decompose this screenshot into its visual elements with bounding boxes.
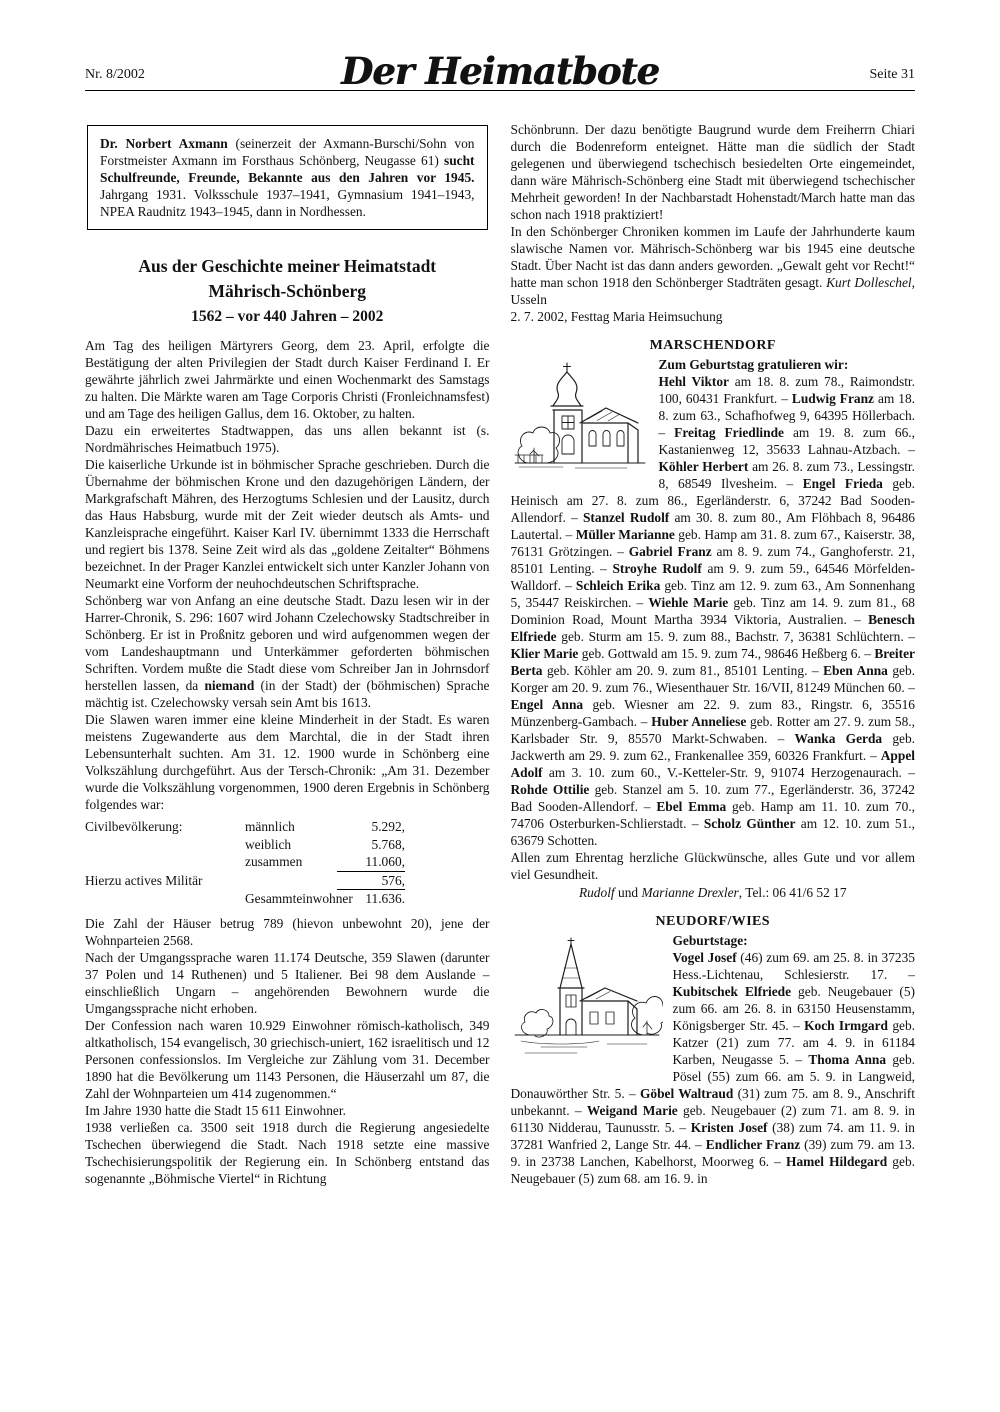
census-value: 11.060,: [337, 853, 405, 871]
marschendorf-intro: Zum Geburtstag gratulieren wir:: [658, 357, 849, 372]
bold-text: Müller Marianne: [575, 527, 675, 542]
census-label: [85, 836, 245, 854]
bold-text: Klier Marie: [510, 646, 579, 661]
paragraph: Nach der Umgangssprache waren 11.174 Deutsche, 359 Slawen (darunter 37 Polen und 14 Ruthenen) und 5 Italiener. Bei 98 dem Auslande – einschließlich Ungarn – angehörenden Bewohnern wurde die Umgangssprache nicht erhoben.: [85, 949, 490, 1016]
marschendorf-signature: [511, 884, 916, 901]
lead-article-continuation: [511, 121, 916, 325]
article-title-line-1: Aus der Geschichte meiner Heimatstadt: [138, 256, 437, 276]
census-category: weiblich: [245, 836, 292, 852]
section-marschendorf: [511, 338, 916, 901]
text: geb. Rotter am 27. 9. zum 58., Karlsbader Str. 9, 85570 Markt-Schwaben. –: [510, 714, 915, 746]
text: geb. Neugebauer (5) zum 68. am 16. 9. in: [510, 1154, 915, 1186]
text: am 19. 8. zum 66., Kastanienweg 12, 35633 Lahnau-Atzbach. –: [658, 425, 915, 457]
census-value: 5.768,: [371, 836, 405, 852]
left-column: [85, 121, 490, 1187]
text: geb. Köhler am 20. 9. zum 81., 85101 Lenting. –: [542, 663, 824, 678]
masthead-title: Der Heimatbote: [341, 49, 659, 93]
text: am 18. 8. zum 63., Schafhofweg 9, 64395 Höllerbach. –: [658, 391, 915, 440]
text: geb. Tinz am 14. 9. zum 81., 68 Dominion Road, Mount Martha 3934 Viktoria, Australien. –: [510, 595, 915, 627]
bold-text: Ebel Emma: [656, 799, 727, 814]
text: geb. Gottwald am 15. 9. zum 74., 98646 Heßberg 6. –: [578, 646, 875, 661]
bold-text: Wiehle Marie: [648, 595, 729, 610]
text: (in der Stadt) der (böhmischen) Sprache mächtig ist. Czelechowsky versah sein Amt bis 1613.: [85, 678, 490, 710]
census-table: [85, 818, 405, 908]
census-row: [85, 890, 405, 908]
bold-text: Scholz Günther: [703, 816, 796, 831]
bold-text: Rohde Ottilie: [510, 782, 590, 797]
text: geb. Katzer (21) zum 77. am 4. 9. in 61184 Karben, Neugasse 5. –: [672, 1018, 915, 1067]
neudorf-church-illustration: [511, 935, 663, 1068]
census-category: zusammen: [245, 854, 303, 870]
paragraph: 1938 verließen ca. 3500 seit 1918 durch die Regierung angesiedelte Tschechen überwiegend die Stadt. Nach 1918 setzte eine massive Tschechisierungspolitik der Regierung ein. In Schönberg entstand das sogenannte „Böhmische Viertel“ in Richtung: [85, 1119, 490, 1186]
bold-text: Engel Anna: [510, 697, 584, 712]
neudorf-intro: Geburtstage:: [672, 933, 748, 948]
census-value: 11.636.: [365, 891, 405, 906]
paragraph: Der Confession nach waren 10.929 Einwohner römisch-katholisch, 349 altkatholisch, 154 evangelisch, 30 griechisch-uniert, 162 israelitisch und 12 Personen confessionslos. Im Vergleiche zur Zählung vom 31. December 1890 hat die Bevölkerung um 1143 Personen, die Häuserzahl um 87, die Zahl der Wohnparteien um 414 zugenommen.“: [85, 1017, 490, 1101]
bold-text: Engel Frieda: [802, 476, 883, 491]
text: am 26. 8. zum 73., Lessingstr. 8, 68549 Ilvesheim. –: [658, 459, 915, 491]
page-header: [85, 44, 915, 93]
census-label: Hierzu actives Militär: [85, 872, 203, 888]
bold-text: Stroyhe Rudolf: [612, 561, 702, 576]
text: Jahrgang 1931. Volksschule 1937–1941, Gymnasium 1941–1943, NPEA Raudnitz 1943–1945, dann in Nordhessen.: [100, 187, 475, 219]
bold-text: Ludwig Franz: [791, 391, 874, 406]
neudorf-heading: NEUDORF/WIES: [655, 914, 770, 929]
bold-text: sucht Schulfreunde, Freunde, Bekannte aus den Jahren vor 1945.: [100, 153, 475, 185]
bold-text: Vogel Josef: [672, 950, 737, 965]
text: (31) zum 75. am 8. 9., Anschrift unbekannt. –: [510, 1086, 915, 1118]
bold-text: Hehl Viktor: [658, 374, 729, 389]
text: am 12. 10. zum 51., 63679 Schotten.: [510, 816, 915, 848]
italic-text: Marianne Drexler: [641, 885, 739, 900]
marschendorf-heading: MARSCHENDORF: [649, 338, 776, 353]
paragraph: [85, 592, 490, 711]
text: geb. Heinisch am 27. 8. zum 86., Egerländerstr. 6, 37242 Bad Sooden-Allendorf. –: [510, 476, 915, 525]
text: geb. Neugebauer (5) zum 66. am 26. 8. in 63150 Heusenstamm, Königsberger Str. 45. –: [672, 984, 915, 1033]
text: geb. Tinz am 12. 9. zum 63., Am Sonnenhang 5, 35447 Reiskirchen. –: [510, 578, 915, 610]
paragraph: 2. 7. 2002, Festtag Maria Heimsuchung: [510, 309, 723, 324]
census-category: [245, 871, 337, 890]
bold-text: Thoma Anna: [808, 1052, 887, 1067]
census-label: Civilbevölkerung:: [85, 819, 183, 834]
census-row: [85, 818, 405, 836]
article-subtitle: 1562 – vor 440 Jahren – 2002: [191, 308, 384, 325]
bold-text: Gabriel Franz: [628, 544, 712, 559]
bold-text: Hamel Hildegard: [786, 1154, 888, 1169]
text: (seinerzeit der Axmann-Burschi/Sohn von Forstmeister Axmann im Forsthaus Schönberg, Neugasse 61): [100, 136, 475, 168]
text: (39) zum 79. am 13. 9. in 23738 Lanchen, Kabelhorst, Moorweg 6. –: [510, 1137, 915, 1169]
content-columns: [85, 121, 915, 1187]
paragraph: [511, 223, 916, 308]
text: geb. Jackwerth am 29. 9. zum 62., Frankenallee 359, 60326 Frankfurt. –: [510, 731, 915, 763]
census-value: 5.292,: [371, 819, 405, 834]
issue-number: Nr. 8/2002: [85, 67, 145, 82]
census-label: [85, 853, 245, 871]
text: , Usseln: [510, 275, 915, 307]
text: Schönberg war von Anfang an eine deutsche Stadt. Dazu lesen wir in der Harrer-Chronik, S. 296: 1607 wird Johann Czelechowsky Stadtschreiber in Schönberg. Er ist in Proßnitz geboren und wird aufgenommen wegen der vom Landeshauptmann und Unterkämmer geforderten böhmischen Schriften. Vordem mußte die Stadt diese vom Schreiber Jan in Johrnsdorf herstellen lassen, da: [85, 593, 490, 693]
bold-text: Freitag Friedlinde: [674, 425, 784, 440]
paragraph: Die kaiserliche Urkunde ist in böhmischer Sprache geschrieben. Durch die Übernahme der böhmischen Krone und den dazugehörigen Ländern, der Markgrafschaft Mähren, des Herzogtums Schlesien und der Lausitz, durch das Haus Habsburg, wurde mit der Zeit wieder deutsch als Amts- und Kanzleisprache eingeführt. Kaiser Karl IV. übernimmt 1333 die Herrschaft und regiert bis 1378. Seine Zeit wird als das „goldene Zeitalter“ Böhmens bezeichnet. In der Prager Kanzlei entwickelt sich unter Kanzler Johann von Neumarkt eine Vorform der neuhochdeutschen Schriftsprache.: [85, 457, 490, 591]
paragraph: Die Slawen waren immer eine kleine Minderheit in der Stadt. Es waren meistens Zugewanderte aus dem Marchtal, die in der Stadt ihren Lebensunterhalt suchten. Am 31. 12. 1900 wurde in Schönberg eine Volkszählung durchgeführt. Aus der Tersch-Chronik: „Am 31. Dezember wurde die Volkszählung vorgenommen, 1900 deren Ergebnis in Schönberg folgendes war:: [85, 712, 490, 812]
text: geb. Sturm am 15. 9. zum 88., Bachstr. 7, 36381 Schlüchtern. –: [556, 629, 915, 644]
search-notice-box: [87, 125, 488, 230]
census-label: [85, 890, 245, 908]
neudorf-body: [511, 932, 916, 1187]
paragraph: Dazu ein erweitertes Stadtwappen, das uns allen bekannt ist (s. Nordmährisches Heimatbuch 1975).: [85, 423, 490, 455]
text: geb. Korger am 20. 9. zum 76., Wiesenthauer Str. 16/VII, 81249 München 60. –: [510, 663, 915, 695]
article-body-continued: [85, 915, 490, 1187]
text: geb. Stanzel am 5. 10. zum 77., Egerländerstr. 36, 37242 Bad Sooden-Allendorf. –: [510, 782, 915, 814]
bold-text: Wanka Gerda: [794, 731, 883, 746]
paragraph: Die Zahl der Häuser betrug 789 (hievon unbewohnt 20), jene der Wohnparteien 2568.: [85, 915, 490, 948]
text: (38) zum 74. am 11. 9. in 37281 Wanfried 2, Lange Str. 44. –: [510, 1120, 915, 1152]
marschendorf-closing: Allen zum Ehrentag herzliche Glückwünsche, alles Gute und vor allem viel Gesundheit.: [510, 850, 915, 882]
paragraph: Am Tag des heiligen Märtyrers Georg, dem 23. April, erfolgte die Bestätigung der alten Privilegien der Stadt durch Kaiser Ferdinand I. Er gewährte jährlich zwei Jahrmärkte und einen Wochenmarkt des Samstags zu halten. Die Märkte waren am Tage Corporis Christi (Fronleichnamsfest) und am Tage des heiligen Gallus, dem 16. Oktober, zu halten.: [85, 338, 490, 421]
bold-text: Weigand Marie: [586, 1103, 678, 1118]
census-category: Gesammteinwohner: [245, 890, 353, 906]
bold-text: Kubitschek Elfriede: [672, 984, 792, 999]
bold-text: Dr. Norbert Axmann: [100, 136, 228, 151]
text: , Tel.: 06 41/6 52 17: [738, 885, 847, 900]
bold-text: Huber Anneliese: [651, 714, 747, 729]
text: und: [614, 885, 642, 900]
bold-text: Breiter Berta: [510, 646, 915, 678]
census-value: 576,: [337, 871, 405, 890]
text: In den Schönberger Chroniken kommen im Laufe der Jahrhunderte kaum slawische Namen vor. Mährisch-Schönberg war bis 1945 eine deutsche Stadt. Über Nacht ist das dann anders geworden. „Gewalt geht vor Recht!“ hatte man schon 1918 den Schönberger Stadträten gesagt.: [510, 224, 915, 290]
marschendorf-body: [511, 356, 916, 901]
text: geb. Hamp am 11. 10. zum 70., 74706 Osterburken-Schlierstadt. –: [510, 799, 915, 831]
bold-text: Schleich Erika: [575, 578, 661, 593]
text: am 8. 9. zum 74., Ganghoferstr. 21, 85101 Lenting. –: [510, 544, 915, 576]
bold-text: Endlicher Franz: [705, 1137, 801, 1152]
right-column: [511, 121, 916, 1187]
text: (46) zum 69. am 25. 8. in 37235 Hess.-Lichtenau, Schlesierstr. 17. –: [672, 950, 915, 982]
article-title-line-2: Mährisch-Schönberg: [208, 280, 366, 301]
page-number: Seite 31: [869, 67, 915, 82]
bold-text: Stanzel Rudolf: [582, 510, 670, 525]
paragraph: Im Jahre 1930 hatte die Stadt 15 611 Einwohner.: [85, 1102, 346, 1118]
text: geb. Pösel (55) zum 66. am 5. 9. in Langweid, Donauwörther Str. 5. –: [510, 1052, 915, 1101]
bold-text: Köhler Herbert: [658, 459, 749, 474]
census-row: [85, 871, 405, 890]
marschendorf-church-illustration: [511, 359, 649, 478]
text: geb. Hamp am 31. 8. zum 67., Kaiserstr. 38, 76131 Grötzingen. –: [510, 527, 915, 559]
bold-text: niemand: [204, 678, 255, 693]
text: am 30. 8. zum 80., Am Flöhbach 8, 96486 Lautertal. –: [510, 510, 915, 542]
text: am 3. 10. zum 60., V.-Ketteler-Str. 9, 91074 Herzogenaurach. –: [542, 765, 915, 780]
bold-text: Appel Adolf: [510, 748, 915, 780]
census-row: [85, 853, 405, 871]
census-category: männlich: [245, 819, 295, 834]
text: geb. Wiesner am 22. 9. zum 83., Ringstr. 6, 35516 Münzenberg-Gambach. –: [510, 697, 915, 729]
text: geb. Neugebauer (2) zum 71. am 8. 9. in 61130 Nidderau, Taunusstr. 5. –: [510, 1103, 915, 1135]
bold-text: Göbel Waltraud: [639, 1086, 734, 1101]
bold-text: Kristen Josef: [690, 1120, 768, 1135]
notice-text: [100, 135, 475, 220]
text: am 9. 9. zum 59., 64546 Mörfelden-Walldorf. –: [510, 561, 915, 593]
bold-text: Koch Irmgard: [804, 1018, 888, 1033]
article-body: [85, 337, 490, 813]
bold-text: Eben Anna: [823, 663, 888, 678]
census-row: [85, 836, 405, 854]
italic-text: Rudolf: [578, 885, 615, 900]
section-neudorf-wies: [511, 914, 916, 1187]
italic-text: Kurt Dolleschel: [826, 275, 912, 290]
text: am 18. 8. zum 78., Raimondstr. 100, 60431 Frankfurt. –: [658, 374, 915, 406]
paragraph: Schönbrunn. Der dazu benötigte Baugrund wurde dem Freiherrn Chiari durch die Bodenreform enteignet. Hätte man die südlich der Stadt gelegenen und überwiegend tschechisch besiedelten Orte eingemeindet, dann wäre Mährisch-Schönberg eine Stadt mit überwiegend tschechischer Mehrheit geworden! In der Nachbarstadt Hohenstadt/March hatte man das schon nach 1918 praktiziert!: [510, 122, 915, 222]
bold-text: Benesch Elfriede: [510, 612, 915, 644]
article-title: [85, 254, 490, 303]
